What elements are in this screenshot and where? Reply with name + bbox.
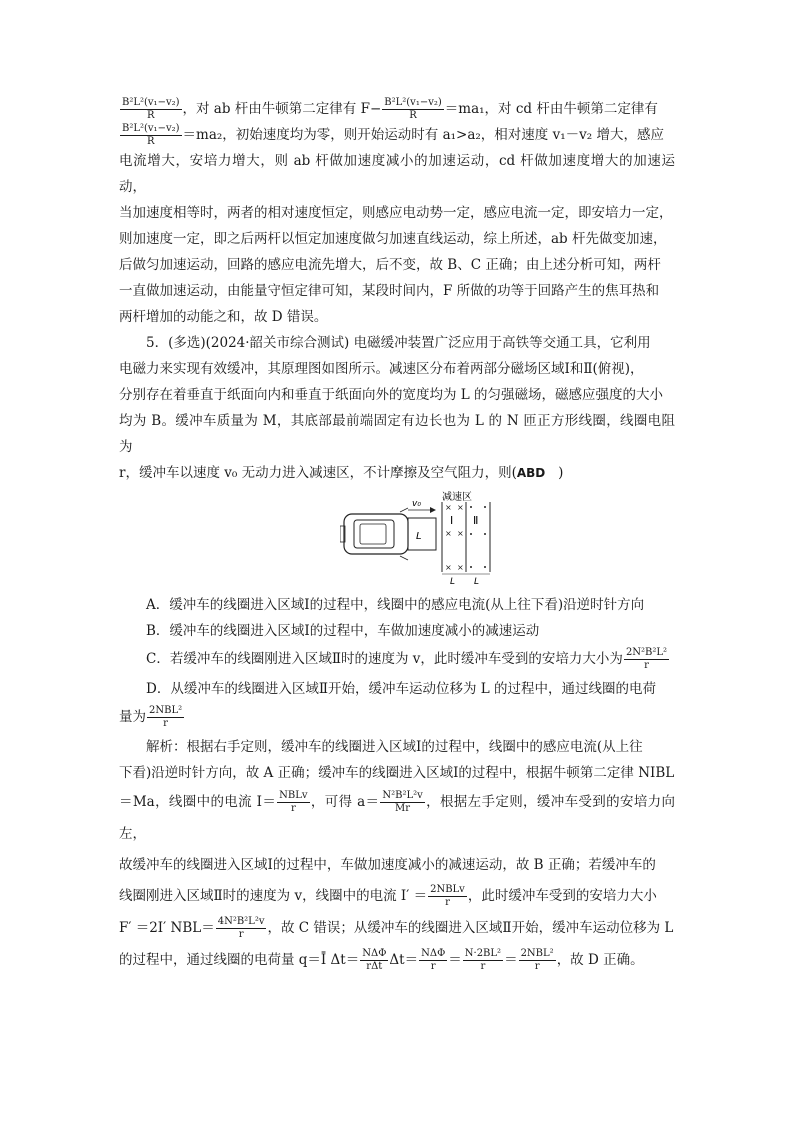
analysis-line-4: 故缓冲车的线圈进入区域Ⅰ的过程中，车做加速度减小的减速运动，故 B 正确；若缓冲车的: [119, 857, 656, 873]
svg-text:×: ×: [457, 503, 464, 512]
diagram-figure: [119, 490, 675, 586]
fraction: $\frac{\text{2N²B²L²}}{r}$: [625, 646, 668, 671]
option-c: C．若缓冲车的线圈刚进入区域Ⅱ时的速度为 v，此时缓冲车受到的安培力大小为 $\frac{\text{2N²B²L²}}{r}$: [146, 646, 668, 671]
fraction: $\frac{\text{NΔΦ}}{r}$: [421, 947, 446, 972]
option-d-line-2: 量为 $\frac{\text{2NBL²}}{r}$: [119, 704, 183, 729]
prev-line-7: 一直做加速运动，由能量守恒定律可知，某段时间内，F 所做的功等于回路产生的焦耳热和: [119, 283, 660, 299]
fraction: $\frac{\text{N²B²L²v}}{Mr}$: [382, 789, 423, 814]
analysis-line-2: 下看)沿逆时针方向，故 A 正确；缓冲车的线圈进入区域Ⅰ的过程中，根据牛顿第二定律 NIBL: [119, 765, 675, 781]
svg-text:×: ×: [445, 529, 452, 538]
question-line-2: 电磁力来实现有效缓冲，其原理图如图所示。减速区分布着两部分磁场区域Ⅰ和Ⅱ(俯视)，: [119, 361, 644, 377]
zone-label: 减速区: [442, 492, 472, 503]
analysis-line-5: 线圈刚进入区域Ⅱ时的速度为 v，线圈中的电流 I′ ＝ $\frac{\text{2NBLv}}{r}$ ，此时缓冲车受到的安培力大小: [119, 883, 657, 908]
fraction: $\frac{\text{B²L²(v₁−v₂)}}{R}$: [384, 96, 442, 121]
content: [119, 96, 675, 976]
fraction: $\frac{\text{NBLv}}{r}$: [279, 789, 308, 814]
fraction: $\frac{\text{NΔΦ}}{\text{rΔt}}$: [362, 947, 387, 972]
region-1-label: Ⅰ: [450, 514, 454, 527]
fraction: $\frac{\text{B²L²(v₁−v₂)}}{R}$: [122, 122, 180, 147]
question-line-5: r，缓冲车以速度 v₀ 无动力进入减速区，不计摩擦及空气阻力，则(ABD ): [119, 465, 564, 481]
question-line-4: 均为 B。缓冲车质量为 M，其底部最前端固定有边长也为 L 的 N 匝正方形线圈，线圈电阻为: [119, 413, 675, 455]
fraction: $\frac{\text{4N²B²L²v}}{r}$: [217, 915, 265, 940]
analysis: [119, 734, 675, 976]
previous-solution: [119, 96, 675, 330]
region-2-label: Ⅱ: [473, 514, 479, 527]
prev-line-8: 两杆增加的动能之和，故 D 错误。: [119, 309, 328, 325]
option-d-line-1: D．从缓冲车的线圈进入区域Ⅱ开始，缓冲车运动位移为 L 的过程中，通过线圈的电荷: [146, 681, 657, 697]
fraction: $\frac{\text{2NBL²}}{r}$: [520, 947, 554, 972]
svg-text:×: ×: [457, 563, 464, 572]
analysis-line-7: 的过程中，通过线圈的电荷量 q＝Ī Δt＝ $\frac{\text{NΔΦ}}{\text{rΔt}}$ Δt＝ $\frac{\text{NΔΦ}}{r}$ ＝ $\frac{\text{N·2BL²}}{r}$ ＝ $\frac{\text{2NBL²}}{r}$ ，故 D 正确。: [119, 947, 644, 972]
v0-label: v₀: [412, 499, 421, 509]
fraction: $\frac{\text{B²L²(v₁−v₂)}}{R}$: [122, 96, 180, 121]
answer-key: ABD: [516, 466, 546, 480]
prev-line-5: 则加速度一定，即之后两杆以恒定加速度做匀加速直线运动，综上所述，ab 杆先做变加速，: [119, 231, 667, 247]
svg-text:×: ×: [445, 503, 452, 512]
question-line-3: 分别存在着垂直于纸面向内和垂直于纸面向外的宽度均为 L 的匀强磁场，磁感应强度的大小: [119, 387, 664, 403]
svg-text:×: ×: [445, 563, 452, 572]
option-a: A．缓冲车的线圈进入区域Ⅰ的过程中，线圈中的感应电流(从上往下看)沿逆时针方向: [146, 597, 645, 613]
prev-line-4: 当加速度相等时，两者的相对速度恒定，则感应电动势一定，感应电流一定，即安培力一定，: [119, 205, 673, 221]
fraction: $\frac{\text{N·2BL²}}{r}$: [464, 947, 502, 972]
buffer-car-diagram: [340, 490, 500, 586]
question-5: [119, 330, 675, 486]
analysis-line-3: ＝Ma，线圈中的电流 I＝ $\frac{\text{NBLv}}{r}$ ，可得 a＝ $\frac{\text{N²B²L²v}}{Mr}$ ，根据左手定则，缓冲车受到的安培力向左，: [119, 789, 676, 842]
options: [119, 592, 675, 730]
coil-label: L: [416, 531, 422, 542]
prev-line-2: $\frac{\text{B²L²(v₁−v₂)}}{R}$ ＝ma₂，初始速度均为零，则开始运动时有 a₁>a₂，相对速度 v₁－v₂ 增大，感应: [122, 122, 664, 147]
analysis-line-1: 解析：根据右手定则，缓冲车的线圈进入区域Ⅰ的过程中，线圈中的感应电流(从上往: [146, 739, 643, 755]
question-line-1: 5．(多选)(2024·韶关市综合测试) 电磁缓冲装置广泛应用于高铁等交通工具，它利用: [146, 335, 651, 351]
svg-text:×: ×: [457, 529, 464, 538]
car-icon: [340, 508, 408, 560]
prev-line-3: 电流增大，安培力增大，则 ab 杆做加速度减小的加速运动，cd 杆做加速度增大的加速运动，: [119, 153, 675, 195]
width-label-1: L: [450, 577, 456, 586]
fraction: $\frac{\text{2NBLv}}{r}$: [430, 883, 465, 908]
fraction: $\frac{\text{2NBL²}}{r}$: [149, 704, 183, 729]
prev-line-1: $\frac{\text{B²L²(v₁−v₂)}}{R}$ ，对 ab 杆由牛顿第二定律有 F− $\frac{\text{B²L²(v₁−v₂)}}{R}$ ＝ma₁，对 cd 杆由牛顿第二定律有: [122, 96, 658, 121]
region-1-field: [445, 503, 464, 572]
prev-line-6: 后做匀加速运动，回路的感应电流先增大，后不变，故 B、C 正确；由上述分析可知，两杆: [119, 257, 661, 273]
option-b: B．缓冲车的线圈进入区域Ⅰ的过程中，车做加速度减小的减速运动: [146, 623, 540, 639]
coil-square: [408, 518, 436, 550]
analysis-line-6: F′ ＝2I′ NBL＝ $\frac{\text{4N²B²L²v}}{r}$ ，故 C 错误；从缓冲车的线圈进入区域Ⅱ开始，缓冲车运动位移为 L: [119, 915, 674, 940]
width-label-2: L: [474, 577, 480, 586]
